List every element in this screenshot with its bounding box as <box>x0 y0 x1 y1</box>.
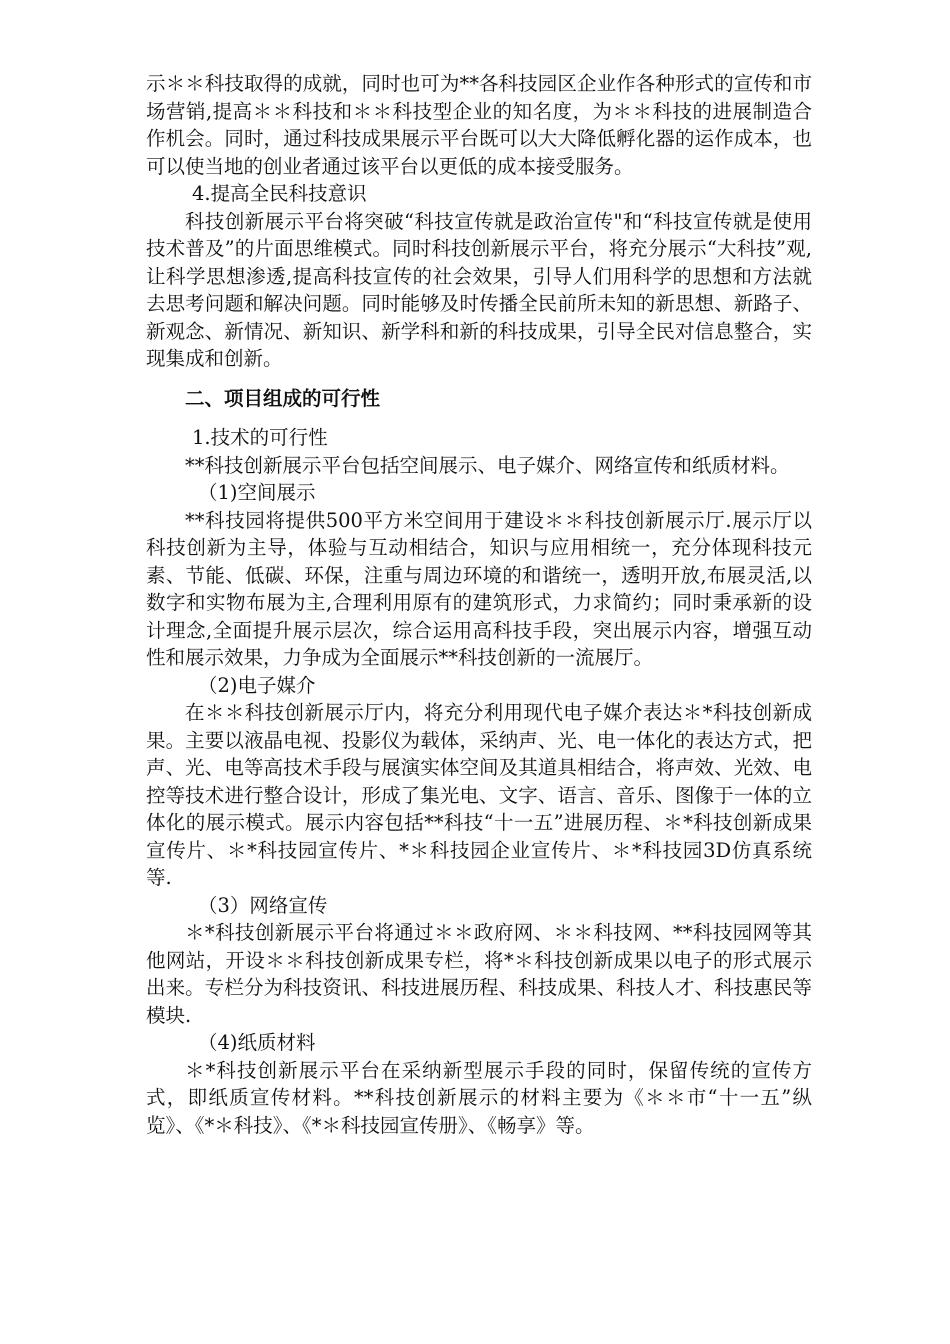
paragraph-electronic-media: 在＊＊科技创新展示厅内，将充分利用现代电子媒介表达＊*科技创新成果。主要以液晶电视、投影仪为载体，采纳声、光、电一体化的表达方式，把声、光、电等高技术手段与展演实体空间及其道具相结合，将声效、光效、电控等技术进行整合设计，形成了集光电、文字、语言、音乐、图像于一体的立体化的展示模式。展示内容包括**科技“十一五”进展历程、＊*科技创新成果宣传片、＊*科技园宣传片、*＊科技园企业宣传片、＊*科技园3D仿真系统等. <box>146 701 812 889</box>
subheading-technical: 1.技术的可行性 <box>192 426 328 449</box>
document-page <box>146 70 812 1139</box>
subheading-electronic-media: （2)电子媒介 <box>198 673 316 697</box>
subheading-paper-materials: （4)纸质材料 <box>198 1031 316 1054</box>
subheading-awareness: 4.提高全民科技意识 <box>192 182 367 205</box>
section-heading-feasibility: 二、项目组成的可行性 <box>185 386 381 410</box>
paragraph-space-display: **科技园将提供500平方米空间用于建设＊＊科技创新展示厅.展示厅以科技创新为主导，体验与互动相结合，知识与应用相统一，充分体现科技元素、节能、低碳、环保，注重与周边环境的和谐统一，透明开放,布展灵活,以数字和实物布展为主,合理利用原有的建筑形式，力求简约；同时秉承新的设计理念,全面提升展示层次，综合运用高科技手段，突出展示内容，增强互动性和展示效果，力争成为全面展示**科技创新的一流展厅。 <box>146 508 812 669</box>
subheading-online-promotion: （3）网络宣传 <box>198 893 328 917</box>
paragraph-awareness: 科技创新展示平台将突破“科技宣传就是政治宣传"和“科技宣传就是使用技术普及”的片面思维模式。同时科技创新展示平台，将充分展示“大科技”观,让科学思想渗透,提高科技宣传的社会效果，引导人们用科学的思想和方法就去思考问题和解决问题。同时能够及时传播全民前所未知的新思想、新路子、新观念、新情况、新知识、新学科和新的科技成果，引导全民对信息整合，实现集成和创新。 <box>146 209 812 370</box>
paragraph-achievements: 示＊＊科技取得的成就，同时也可为**各科技园区企业作各种形式的宣传和市场营销,提高＊＊科技和＊＊科技型企业的知名度，为＊＊科技的进展制造合作机会。同时，通过科技成果展示平台既可以大大降低孵化器的运作成本，也可以使当地的创业者通过该平台以更低的成本接受服务。 <box>146 72 812 178</box>
subheading-space-display: （1)空间展示 <box>198 481 316 504</box>
paragraph-platform-components: **科技创新展示平台包括空间展示、电子媒介、网络宣传和纸质材料。 <box>185 453 790 477</box>
paragraph-online-promotion: ＊*科技创新展示平台将通过＊＊政府网、＊＊科技网、**科技园网等其他网站，开设＊＊科技创新成果专栏，将*＊科技创新成果以电子的形式展示出来。专栏分为科技资讯、科技进展历程、科技成果、科技人才、科技惠民等模块. <box>146 921 812 1027</box>
paragraph-paper-materials: ＊*科技创新展示平台在采纳新型展示手段的同时，保留传统的宣传方式，即纸质宣传材料。**科技创新展示的材料主要为《＊＊市“十一五”纵览》、《*＊科技》、《*＊科技园宣传册》、《畅享》等。 <box>146 1058 812 1137</box>
